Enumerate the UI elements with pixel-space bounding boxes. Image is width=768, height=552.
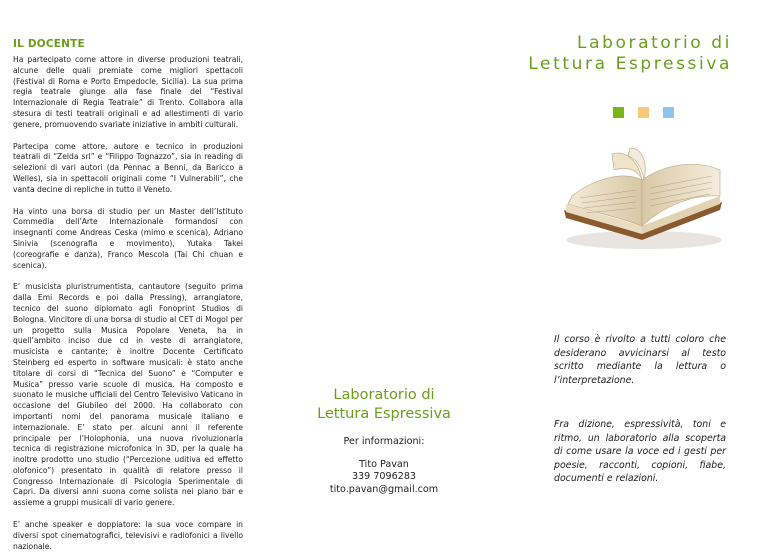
cover-title-line-1: Laboratorio di [577,33,732,53]
left-panel [0,0,256,551]
bio-paragraph-1: Ha partecipato come attore in diverse produzioni teatrali, alcune delle quali premiate come migliori spettacoli (Festival di Roma e Porto Empedocle, Sicilia). La sua prima regia teatrale giunge alla fase finale del “Festival Internazionale di Regia Teatrale” di Trento. Collabora alla stesura di testi teatrali originali e ad allestimenti di vario genere, promuovendo svariate iniziative in ambiti culturali. [13,55,243,129]
teacher-heading: IL DOCENTE [13,38,85,50]
contact-block [256,436,512,496]
middle-panel [256,0,512,543]
cover-title-line-2: Lettura Espressiva [528,54,732,74]
back-title-line-2: Lettura Espressiva [317,406,451,422]
contact-name: Tito Pavan [359,458,409,470]
info-label: Per informazioni: [343,436,425,447]
cover-title [528,33,732,75]
bio-paragraph-2: Partecipa come attore, autore e tecnico in produzioni teatrali di “Zelda srl” e “Filippo Tognazzo”, sia in reading di selezioni di vari autori (da Pennac a Benni, da Baricco a Welles), sia in spettacoli originali come “I Vulnerabili”, che vanta decine di repliche in tutto il Veneto. [13,141,243,194]
contact-phone[interactable]: 339 7096283 [351,471,417,482]
back-title [256,386,512,424]
course-intro: Il corso è rivolto a tutti coloro che desiderano avvicinarsi al testo scritto mediante la lettura o l’interpretazione. [554,334,726,386]
course-description: Fra dizione, espressività, toni e ritmo, un laboratorio alla scoperta di come usare la voce ed i gesti per poesie, racconti, copioni, fiabe, documenti e relazioni. [554,419,726,485]
blue-square [663,107,674,118]
cover-panel [512,0,768,543]
decorative-squares [613,107,674,118]
orange-square [638,107,649,118]
contact-email[interactable]: tito.pavan@gmail.com [329,483,439,495]
open-book-icon [552,140,732,255]
bio-paragraph-3: Ha vinto una borsa di studio per un Master dell’Istituto Commedia dell’Arte Internazionale formandosi con insegnanti come Andreas Ceska (mimo e scenica), Adriano Sinivia (scenografia e movimento), Yutaka Takei (coreografie e danza), Franco Mescola (Tai Chi chuan e scenica). [13,206,243,270]
green-square [613,107,624,118]
bio-paragraph-5: E’ anche speaker e doppiatore: la sua voce compare in diversi spot cinematografici, televisivi e radiofonici a livello nazionale. [13,520,243,551]
back-title-line-1: Laboratorio di [333,387,435,403]
bio-paragraph-4: E’ musicista pluristrumentista, cantautore (seguito prima dalla Emi Records e poi dalla Pressing), arrangiatore, tecnico del suono diplomato agli Fonoprint Studios di Bologna. Vincitore di una borsa di studio al CET di Mogol per un progetto sulla Musica Popolare Veneta, ha in quell’ambito inciso due cd in veste di arrangiatore, musicista e cantante; è inoltre Docente Certificato Steinberg ed esperto in software musicali: è stato anche titolare di corsi di “Tecnica del Suono” e “Computer e Musica” presso varie scuole di musica. Ha composto e suonato le musiche ufficiali del Centro Televisivo Vaticano in occasione del Giubileo del 2000. Ha collaborato con importanti nomi del panorama musicale italiano e internazionale. E’ stato per alcuni anni il referente principale per l’Holophonia, una nuova rivoluzionaria tecnica di registrazione microfonica in 3D, per la quale ha inoltre prodotto uno studio (“Percezione uditiva ed effetto olofonico”) presentato in qualità di relatore presso il Congresso Internazionale di Psicologia Sperimentale di Capri. Da diversi anni suona come solista nei piano bar e assieme a gruppi musicali di vario genere. [13,282,243,508]
